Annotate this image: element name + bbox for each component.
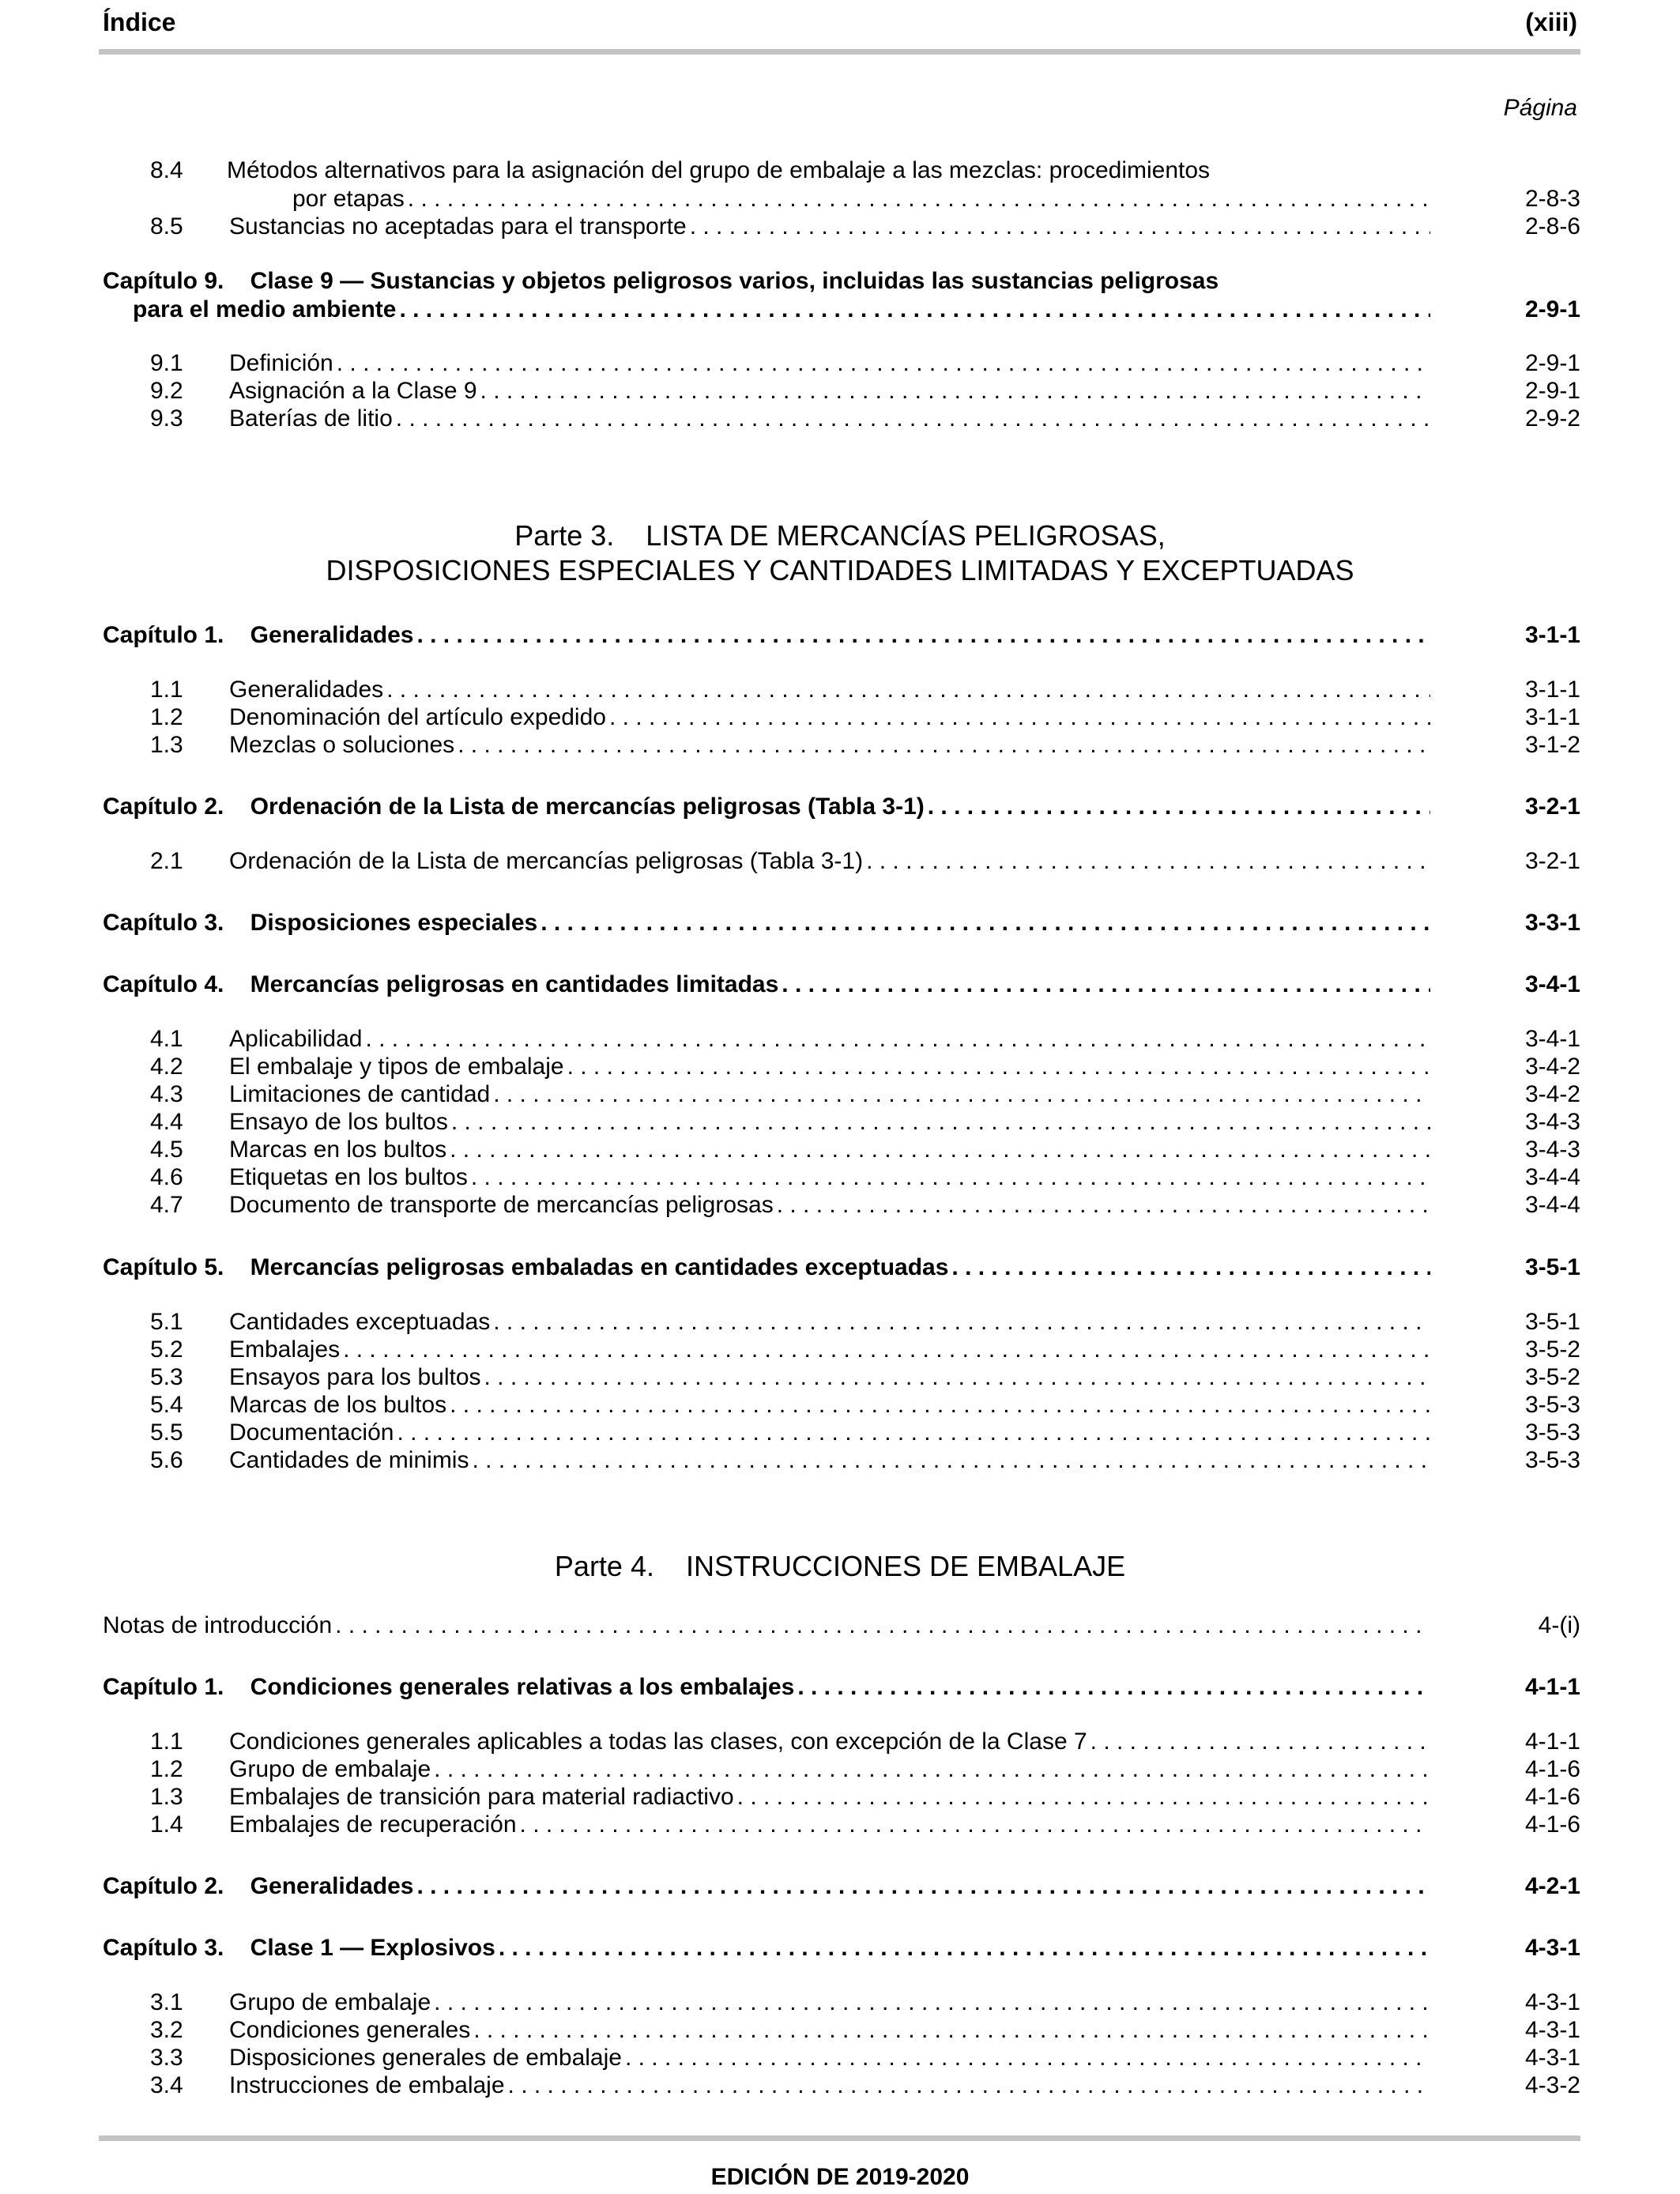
toc-item[interactable] <box>103 1025 1580 1054</box>
toc-item-number: 9.1 <box>150 350 183 376</box>
part-title: Parte 3. LISTA DE MERCANCÍAS PELIGROSAS, <box>514 519 1166 552</box>
toc-item[interactable] <box>103 731 1580 760</box>
toc-item-title: El embalaje y tipos de embalaje <box>229 1054 564 1080</box>
toc-item-title: Baterías de litio <box>229 405 393 432</box>
toc-chapter[interactable] <box>103 909 1580 937</box>
dot-leader <box>622 2044 1430 2072</box>
toc-page-ref: 3-5-3 <box>1454 1419 1580 1447</box>
toc-item[interactable] <box>103 676 1580 704</box>
toc-item[interactable] <box>103 1728 1580 1756</box>
toc-chapter[interactable] <box>103 296 1580 324</box>
toc-page-ref: 3-5-1 <box>1454 1308 1580 1336</box>
toc-page-ref: 4-3-1 <box>1454 2016 1580 2045</box>
toc-item-title: Etiquetas en los bultos <box>229 1164 468 1190</box>
toc-item-title: Ordenación de la Lista de mercancías peligrosas (Tabla 3-1) <box>229 848 864 874</box>
toc-item[interactable] <box>103 1336 1580 1364</box>
dot-leader <box>340 1336 1430 1364</box>
dot-leader <box>405 185 1430 213</box>
toc-page-ref: 3-3-1 <box>1454 909 1580 937</box>
toc-item-title: Ensayos para los bultos <box>229 1364 481 1390</box>
toc-page-ref: 4-3-1 <box>1454 1989 1580 2017</box>
dot-leader <box>393 405 1430 433</box>
toc-item[interactable] <box>103 1163 1580 1192</box>
toc-item-number: 1.1 <box>150 1728 183 1755</box>
toc-item-number: 9.3 <box>150 405 183 432</box>
toc-item-title: Notas de introducción <box>103 1612 333 1638</box>
toc-item-title: Embalajes de transición para material radiactivo <box>229 1784 734 1810</box>
header-page-number: (xiii) <box>1525 8 1577 36</box>
toc-page-ref: 3-4-1 <box>1454 971 1580 999</box>
toc-chapter-title: Capítulo 4. Mercancías peligrosas en cantidades limitadas <box>103 971 779 997</box>
dot-leader <box>362 1025 1430 1054</box>
toc-page-ref: 2-9-1 <box>1454 349 1580 378</box>
toc-item-title: Grupo de embalaje <box>229 1989 431 2015</box>
toc-chapter[interactable] <box>103 1872 1580 1901</box>
toc-page-ref: 3-5-2 <box>1454 1336 1580 1364</box>
toc-item[interactable] <box>103 1363 1580 1392</box>
toc-item-title: Embalajes <box>229 1336 341 1363</box>
toc-item-number: 3.4 <box>150 2072 183 2098</box>
toc-item-number: 4.5 <box>150 1137 183 1163</box>
toc-item[interactable] <box>103 1989 1580 2017</box>
footer-rule <box>99 2136 1580 2141</box>
toc-item-title: Instrucciones de embalaje <box>229 2072 505 2098</box>
toc-item-number: 4.4 <box>150 1109 183 1135</box>
toc-item-continuation[interactable] <box>103 185 1580 213</box>
toc-page-ref: 3-4-2 <box>1454 1080 1580 1109</box>
toc-item[interactable] <box>103 1755 1580 1784</box>
dot-leader <box>794 1673 1430 1702</box>
dot-leader <box>446 1391 1430 1419</box>
toc-item-number: 4.2 <box>150 1054 183 1080</box>
toc-item-number: 9.2 <box>150 378 183 404</box>
toc-item-title: Disposiciones generales de embalaje <box>229 2045 622 2071</box>
dot-leader <box>948 1253 1430 1282</box>
dot-leader <box>333 349 1430 378</box>
toc-item-number: 5.4 <box>150 1392 183 1418</box>
toc-page-ref: 3-4-2 <box>1454 1053 1580 1081</box>
toc-chapter-title: Capítulo 1. Generalidades <box>103 622 414 648</box>
toc-page-ref: 4-1-1 <box>1454 1728 1580 1756</box>
toc-chapter-title: Capítulo 5. Mercancías peligrosas embaladas en cantidades exceptuadas <box>103 1254 949 1280</box>
toc-chapter-title[interactable]: Capítulo 9. Clase 9 — Sustancias y objetos peligrosos varios, incluidas las sustancias peligrosas <box>103 268 1219 294</box>
part-title: Parte 4. INSTRUCCIONES DE EMBALAJE <box>554 1550 1126 1582</box>
toc-item-number: 1.1 <box>150 677 183 703</box>
toc-item-number: 4.1 <box>150 1026 183 1052</box>
toc-item-title: Marcas de los bultos <box>229 1392 447 1418</box>
toc-page-ref: 4-1-6 <box>1454 1783 1580 1811</box>
toc-item-number: 4.6 <box>150 1164 183 1190</box>
toc-item-title: Documento de transporte de mercancías peligrosas <box>229 1192 774 1218</box>
toc-chapter-title: Capítulo 1. Condiciones generales relativas a los embalajes <box>103 1674 795 1700</box>
toc-page-ref: 3-2-1 <box>1454 847 1580 876</box>
toc-item-number: 4.3 <box>150 1081 183 1107</box>
toc-item[interactable] <box>103 1108 1580 1137</box>
toc-chapter[interactable] <box>103 971 1580 999</box>
toc-item-number: 1.2 <box>150 704 183 730</box>
toc-item[interactable] <box>103 1053 1580 1081</box>
toc-page-ref: 3-1-1 <box>1454 621 1580 650</box>
dot-leader <box>448 1108 1430 1137</box>
toc-page-ref: 4-1-6 <box>1454 1755 1580 1784</box>
toc-item-title: Limitaciones de cantidad <box>229 1081 491 1107</box>
toc-item-title: Mezclas o soluciones <box>229 732 455 758</box>
toc-item-title: Documentación <box>229 1419 394 1446</box>
toc-item-title: Sustancias no aceptadas para el transporte <box>229 213 687 239</box>
toc-item[interactable] <box>103 1391 1580 1419</box>
dot-leader <box>490 1080 1430 1109</box>
dot-leader <box>470 2016 1430 2045</box>
dot-leader <box>505 2071 1430 2100</box>
toc-chapter[interactable] <box>103 793 1580 821</box>
toc-page-ref: 3-5-1 <box>1454 1253 1580 1282</box>
toc-item[interactable] <box>103 2044 1580 2072</box>
dot-leader <box>687 213 1430 241</box>
toc-item[interactable] <box>103 703 1580 732</box>
dot-leader <box>413 1872 1430 1901</box>
header-rule <box>99 49 1580 55</box>
toc-page-ref: 3-4-3 <box>1454 1108 1580 1137</box>
toc-page-ref: 3-5-3 <box>1454 1391 1580 1419</box>
toc-page-ref: 3-1-2 <box>1454 731 1580 760</box>
toc-page-ref: 4-3-1 <box>1454 2044 1580 2072</box>
toc-item-title[interactable]: Métodos alternativos para la asignación del grupo de embalaje a las mezclas: procedimientos <box>227 157 1211 183</box>
toc-item[interactable] <box>103 847 1580 876</box>
dot-leader <box>517 1811 1430 1839</box>
toc-page-ref: 2-9-2 <box>1454 405 1580 433</box>
toc-item[interactable] <box>103 405 1580 433</box>
toc-item-number: 5.2 <box>150 1336 183 1363</box>
toc-chapter-title: Capítulo 2. Ordenación de la Lista de mercancías peligrosas (Tabla 3-1) <box>103 794 925 820</box>
toc-item-title: Definición <box>229 350 333 376</box>
toc-item-number: 3.3 <box>150 2045 183 2071</box>
toc-item[interactable] <box>103 1783 1580 1811</box>
dot-leader <box>446 1136 1430 1164</box>
page-column-label: Página <box>1503 95 1577 121</box>
toc-item-title: Condiciones generales <box>229 2017 471 2043</box>
toc-item-number: 3.1 <box>150 1989 183 2015</box>
dot-leader <box>469 1446 1430 1475</box>
toc-page-ref: 3-4-4 <box>1454 1163 1580 1192</box>
toc-chapter[interactable] <box>103 1253 1580 1282</box>
dot-leader <box>454 731 1430 760</box>
dot-leader <box>774 1191 1430 1220</box>
toc-item-title: Denominación del artículo expedido <box>229 704 606 730</box>
toc-item[interactable] <box>103 349 1580 378</box>
toc-item-title: Condiciones generales aplicables a todas las clases, con excepción de la Clase 7 <box>229 1728 1087 1755</box>
dot-leader <box>495 1934 1430 1962</box>
part-title-line2: DISPOSICIONES ESPECIALES Y CANTIDADES LIMITADAS Y EXCEPTUADAS <box>326 554 1354 586</box>
toc-item-title: Generalidades <box>229 677 384 703</box>
toc-item-number: 1.3 <box>150 732 183 758</box>
toc-item[interactable] <box>103 2016 1580 2045</box>
toc-page-ref: 3-5-3 <box>1454 1446 1580 1475</box>
toc-item[interactable] <box>103 213 1580 241</box>
toc-item-number: 1.2 <box>150 1756 183 1782</box>
toc-item[interactable] <box>103 1191 1580 1220</box>
dot-leader <box>477 377 1430 405</box>
toc-item-number: 8.4 <box>150 157 183 183</box>
footer-edition: EDICIÓN DE 2019-2020 <box>710 2164 970 2190</box>
dot-leader <box>734 1783 1430 1811</box>
dot-leader <box>383 676 1430 704</box>
toc-item-number: 3.2 <box>150 2017 183 2043</box>
toc-chapter-title-continued: para el medio ambiente <box>133 296 397 322</box>
toc-item-title: Ensayo de los bultos <box>229 1109 448 1135</box>
toc-chapter-title: Capítulo 3. Disposiciones especiales <box>103 910 538 936</box>
toc-item[interactable] <box>103 377 1580 405</box>
toc-page-ref: 3-4-1 <box>1454 1025 1580 1054</box>
toc-item[interactable] <box>103 1446 1580 1475</box>
toc-item-title: Grupo de embalaje <box>229 1756 431 1782</box>
toc-item-title: Asignación a la Clase 9 <box>229 378 477 404</box>
toc-page-ref: 4-3-1 <box>1454 1934 1580 1962</box>
toc-item-number: 1.3 <box>150 1784 183 1810</box>
dot-leader <box>1087 1728 1430 1756</box>
toc-item-number: 5.3 <box>150 1364 183 1390</box>
dot-leader <box>537 909 1430 937</box>
toc-item-title: Cantidades de minimis <box>229 1447 469 1473</box>
dot-leader <box>606 703 1430 732</box>
toc-page-ref: 3-1-1 <box>1454 676 1580 704</box>
toc-item-number: 8.5 <box>150 213 183 239</box>
toc-item-number: 5.5 <box>150 1419 183 1446</box>
toc-item-title: Embalajes de recuperación <box>229 1811 517 1838</box>
toc-page-ref: 4-1-6 <box>1454 1811 1580 1839</box>
toc-item[interactable] <box>103 1419 1580 1447</box>
toc-item[interactable] <box>103 1080 1580 1109</box>
toc-item-title-continued: por etapas <box>292 186 405 212</box>
toc-item[interactable] <box>103 2071 1580 2100</box>
dot-leader <box>394 1419 1430 1447</box>
toc-item[interactable] <box>103 1308 1580 1336</box>
toc-intro-notes[interactable] <box>103 1612 1580 1640</box>
toc-page-ref: 3-4-3 <box>1454 1136 1580 1164</box>
toc-item[interactable] <box>103 1136 1580 1164</box>
toc-chapter-title: Capítulo 2. Generalidades <box>103 1873 414 1899</box>
dot-leader <box>863 847 1430 876</box>
toc-page-ref: 2-8-6 <box>1454 213 1580 241</box>
toc-page-ref: 4-2-1 <box>1454 1872 1580 1901</box>
toc-item-title: Cantidades exceptuadas <box>229 1309 491 1335</box>
toc-chapter-title: Capítulo 3. Clase 1 — Explosivos <box>103 1935 495 1961</box>
toc-item-number: 5.1 <box>150 1309 183 1335</box>
toc-chapter[interactable] <box>103 621 1580 650</box>
dot-leader <box>778 971 1430 999</box>
toc-item-title: Aplicabilidad <box>229 1026 363 1052</box>
toc-page-ref: 3-5-2 <box>1454 1363 1580 1392</box>
toc-item-number: 5.6 <box>150 1447 183 1473</box>
dot-leader <box>431 1989 1430 2017</box>
dot-leader <box>396 296 1430 324</box>
toc-page-ref: 4-1-1 <box>1454 1673 1580 1702</box>
toc-page-ref: 4-3-2 <box>1454 2071 1580 2100</box>
toc-item-number: 2.1 <box>150 848 183 874</box>
dot-leader <box>481 1363 1430 1392</box>
dot-leader <box>490 1308 1430 1336</box>
dot-leader <box>431 1755 1430 1784</box>
dot-leader <box>564 1053 1430 1081</box>
header-section-title: Índice <box>103 8 176 36</box>
dot-leader <box>332 1612 1430 1640</box>
toc-page-ref: 3-1-1 <box>1454 703 1580 732</box>
toc-page-ref: 2-9-1 <box>1454 377 1580 405</box>
dot-leader <box>925 793 1430 821</box>
toc-item-number: 4.7 <box>150 1192 183 1218</box>
toc-page-ref: 2-9-1 <box>1454 296 1580 324</box>
toc-item-title: Marcas en los bultos <box>229 1137 447 1163</box>
toc-page-ref: 3-2-1 <box>1454 793 1580 821</box>
dot-leader <box>468 1163 1430 1192</box>
toc-item-number: 1.4 <box>150 1811 183 1838</box>
toc-item[interactable] <box>103 1811 1580 1839</box>
toc-page-ref: 3-4-4 <box>1454 1191 1580 1220</box>
toc-page-ref: 4-(i) <box>1454 1612 1580 1640</box>
toc-chapter[interactable] <box>103 1934 1580 1962</box>
toc-chapter[interactable] <box>103 1673 1580 1702</box>
dot-leader <box>413 621 1430 650</box>
toc-page-ref: 2-8-3 <box>1454 185 1580 213</box>
